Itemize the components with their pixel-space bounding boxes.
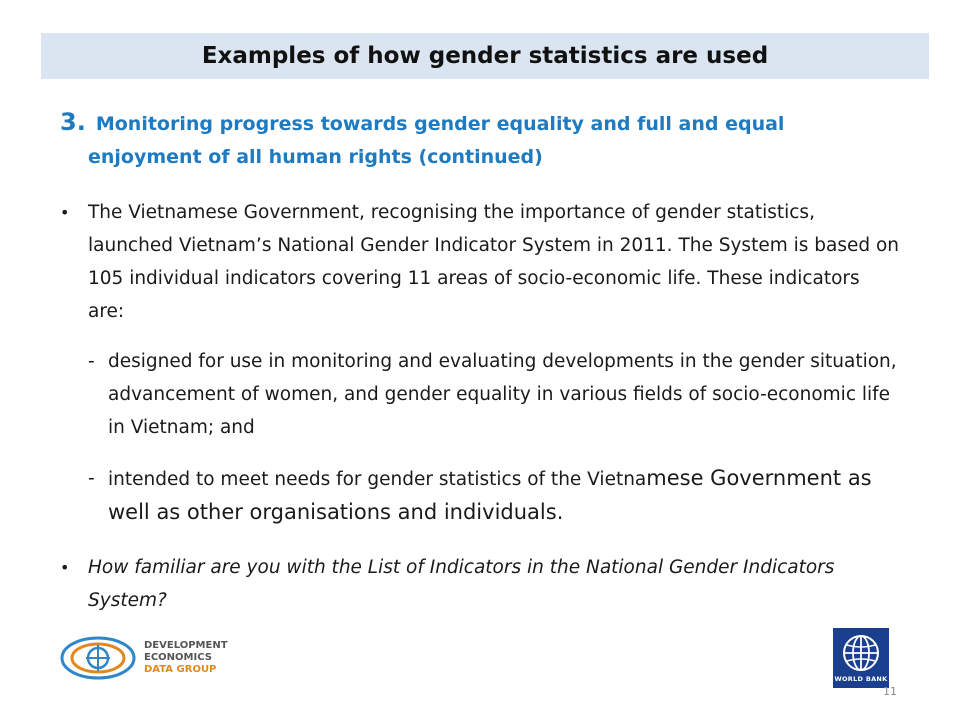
bullet-item: [60, 196, 900, 328]
sub-item: [88, 345, 903, 444]
sub-item: [88, 462, 903, 530]
slide-title: Examples of how gender statistics are used: [201, 43, 769, 69]
section-heading-line2: enjoyment of all human rights (continued): [88, 146, 543, 168]
logo-line2: DATA GROUP: [144, 664, 217, 675]
dash-marker: -: [88, 351, 95, 372]
globe-rings-icon: [60, 635, 136, 681]
page-number: 11: [883, 685, 897, 698]
sub-item-text-part2: mese Government as well as other organisations and individuals.: [108, 466, 872, 524]
bullet-item-question: [60, 551, 900, 617]
world-bank-globe-icon: [841, 633, 881, 673]
sub-item-text: designed for use in monitoring and evaluating developments in the gender situation, advancement of women, and gender equality in various fields of socio-economic life in Vietnam; and: [108, 351, 897, 438]
section-number: 3.: [60, 108, 86, 136]
bullet-icon: •: [60, 558, 70, 577]
sub-item-text: [108, 462, 903, 530]
title-banner: [41, 33, 929, 79]
question-text: How familiar are you with the List of Indicators in the National Gender Indicators System?: [88, 557, 835, 611]
dash-marker: -: [88, 468, 95, 489]
section-heading-line1: Monitoring progress towards gender equality and full and equal: [95, 113, 785, 135]
logo-wordmark: [144, 640, 270, 676]
world-bank-logo: [833, 628, 889, 688]
bullet-text: The Vietnamese Government, recognising the importance of gender statistics, launched Vietnam’s National Gender Indicator System in 2011. The System is based on 105 individual indicators covering 11 areas of socio-economic life. These indicators are:: [88, 202, 900, 322]
world-bank-label: WORLD BANK: [834, 675, 888, 683]
development-economics-logo: [60, 633, 270, 683]
logo-line1: DEVELOPMENT ECONOMICS: [144, 640, 228, 663]
sub-item-text-part1: intended to meet needs for gender statistics of the Vietna: [108, 469, 647, 490]
bullet-icon: •: [60, 203, 70, 222]
section-heading: [60, 106, 880, 174]
